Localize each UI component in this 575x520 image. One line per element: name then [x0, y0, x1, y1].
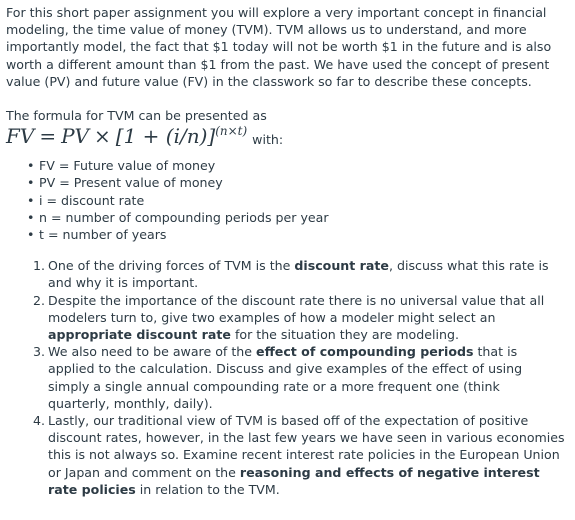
formula-fv: FV — [6, 124, 35, 149]
variable-item-t: • t = number of years — [39, 226, 565, 243]
task-text: We also need to be aware of the — [48, 344, 257, 360]
task-item-2 — [33, 292, 565, 344]
formula-pv: PV — [61, 124, 89, 149]
variable-item-i: • i = discount rate — [39, 192, 565, 209]
variable-item-fv: • FV = Future value of money — [39, 157, 565, 174]
task-text: for the situation they are modeling. — [230, 327, 459, 343]
task-emphasis: appropriate discount rate — [48, 327, 231, 343]
task-emphasis: discount rate — [294, 258, 389, 274]
task-item-1 — [33, 257, 565, 291]
task-text: that is applied to the calculation. Discuss and give examples of the effect of using simply a single annual compounding rate or a more frequent one (think quarterly, monthly, daily). — [48, 344, 523, 411]
formula-expression — [6, 124, 247, 151]
task-list — [6, 257, 565, 498]
formula-equals: = — [39, 124, 57, 149]
task-number: 1. — [33, 258, 46, 274]
task-text: Despite the importance of the discount rate there is no universal value that all modelers turn to, give two examples of how a modeler might select an — [48, 292, 545, 325]
formula-exponent: (n×t) — [215, 124, 248, 139]
variable-list — [6, 157, 565, 243]
formula-bracket: [1 + (i/n)] — [115, 124, 216, 149]
tvm-formula — [6, 125, 565, 151]
task-item-4 — [33, 412, 565, 498]
task-text: Lastly, our traditional view of TVM is based off of the expectation of positive discount rates, however, in the last few years we have seen in various economies this is not always so. Examine recent interest rate policies in the European Union or Japan and comment on the — [48, 413, 565, 480]
variable-item-pv: • PV = Present value of money — [39, 174, 565, 191]
formula-times: × — [94, 124, 111, 149]
task-number: 3. — [33, 344, 46, 360]
task-item-3 — [33, 343, 565, 412]
task-text: , discuss what this rate is and why it is important. — [48, 258, 549, 291]
task-emphasis: reasoning and effects of negative interest rate policies — [48, 464, 540, 497]
variable-item-n: • n = number of compounding periods per year — [39, 209, 565, 226]
task-text: One of the driving forces of TVM is the — [48, 258, 295, 274]
intro-paragraph: For this short paper assignment you will explore a very important concept in financial modeling, the time value of money (TVM). TVM allows us to understand, and more importantly model, the fact that $1 today will not be worth $1 in the future and is also worth a different amount than $1 from the past. We have used the concept of present value (PV) and future value (FV) in the classwork so far to describe these concepts. — [6, 5, 552, 89]
task-text: in relation to the TVM. — [135, 481, 280, 497]
task-number: 2. — [33, 292, 46, 308]
formula-with-text: with: — [252, 132, 284, 148]
task-emphasis: effect of compounding periods — [256, 344, 474, 360]
task-number: 4. — [33, 413, 46, 429]
formula-intro-text: The formula for TVM can be presented as — [6, 108, 267, 124]
